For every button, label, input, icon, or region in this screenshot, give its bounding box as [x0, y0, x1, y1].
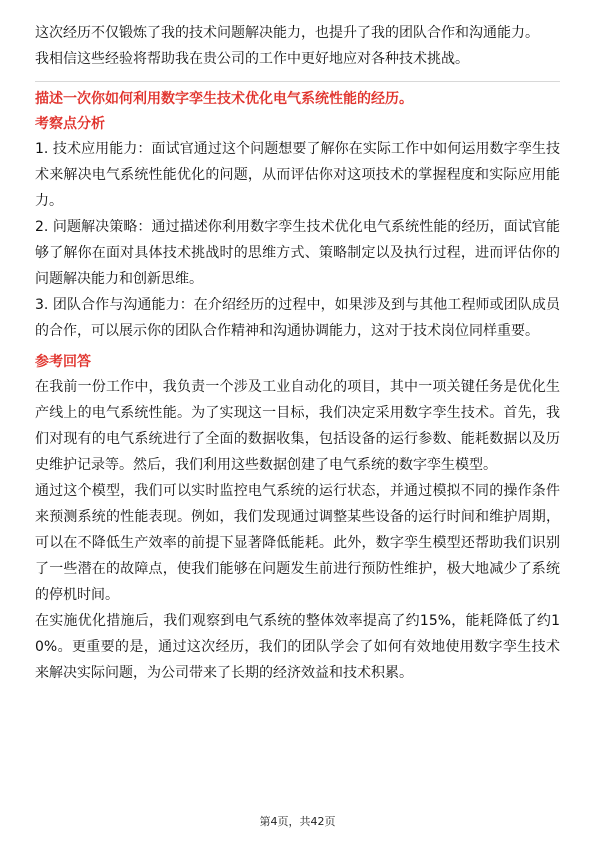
answer-paragraph-3: 在实施优化措施后，我们观察到电气系统的整体效率提高了约15%，能耗降低了约10%。更重要的是，通过这次经历，我们的团队学会了如何有效地使用数字孪生技术来解决实际问题，为公司带来了长期的经济效益和技术积累。 — [35, 613, 560, 681]
analysis-item-1: 1. 技术应用能力：面试官通过这个问题想要了解你在实际工作中如何运用数字孪生技术来解决电气系统性能优化的问题，从而评估你对这项技术的掌握程度和实际应用能力。 — [35, 141, 560, 209]
answer-title: 参考回答 — [35, 354, 91, 370]
answer-paragraph-2: 通过这个模型，我们可以实时监控电气系统的运行状态，并通过模拟不同的操作条件来预测系统的性能表现。例如，我们发现通过调整某些设备的运行时间和维护周期，可以在不降低生产效率的前提下显著降低能耗。此外，数字孪生模型还帮助我们识别了一些潜在的故障点，使我们能够在问题发生前进行预防性维护，极大地减少了系统的停机时间。 — [35, 483, 560, 603]
page-number: 第4页，共42页 — [259, 815, 336, 828]
analysis-item-3: 3. 团队合作与沟通能力：在介绍经历的过程中，如果涉及到与其他工程师或团队成员的合作，可以展示你的团队合作精神和沟通协调能力，这对于技术岗位同样重要。 — [35, 297, 560, 339]
analysis-title: 考察点分析 — [35, 116, 105, 132]
intro-line-1: 这次经历不仅锻炼了我的技术问题解决能力，也提升了我的团队合作和沟通能力。 — [35, 25, 539, 41]
intro-line-2: 我相信这些经验将帮助我在贵公司的工作中更好地应对各种技术挑战。 — [35, 51, 469, 67]
question-heading: 描述一次你如何利用数字孪生技术优化电气系统性能的经历。 — [35, 91, 413, 107]
answer-paragraph-1: 在我前一份工作中，我负责一个涉及工业自动化的项目，其中一项关键任务是优化生产线上的电气系统性能。为了实现这一目标，我们决定采用数字孪生技术。首先，我们对现有的电气系统进行了全面的数据收集，包括设备的运行参数、能耗数据以及历史维护记录等。然后，我们利用这些数据创建了电气系统的数字孪生模型。 — [35, 379, 560, 473]
analysis-item-2: 2. 问题解决策略：通过描述你利用数字孪生技术优化电气系统性能的经历，面试官能够了解你在面对具体技术挑战时的思维方式、策略制定以及执行过程，进而评估你的问题解决能力和创新思维。 — [35, 219, 560, 287]
section-divider — [35, 81, 560, 82]
document-page — [35, 20, 560, 686]
